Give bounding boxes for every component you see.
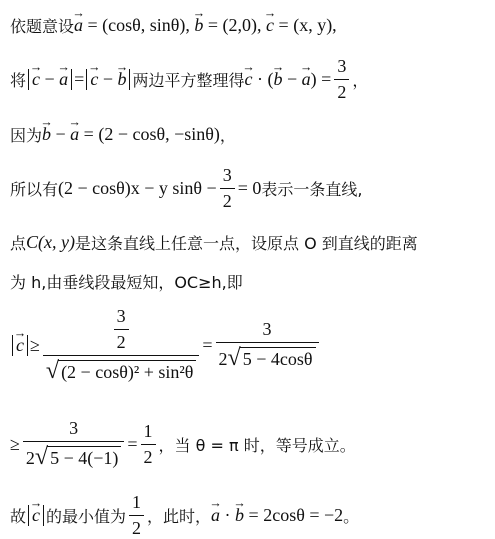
- vector-b: → b: [117, 69, 126, 90]
- vector-c: → c: [266, 15, 274, 36]
- fraction-denominator: 2: [129, 515, 144, 539]
- coefficient: 2: [218, 349, 228, 369]
- distance-fraction: [43, 306, 200, 385]
- radicand: 5 − 4cosθ: [240, 347, 316, 369]
- fraction-denominator: [216, 342, 319, 372]
- punctuation: ，: [352, 71, 369, 90]
- greater-equal-sign: ≥: [30, 335, 40, 355]
- abs-c: [12, 335, 28, 356]
- vector-c: → c: [16, 335, 24, 356]
- inner-fraction: [114, 306, 129, 353]
- vector-a: → a: [59, 69, 68, 90]
- vector-c: → c: [32, 69, 40, 90]
- dot-product-result: = 2cosθ = −2: [244, 505, 344, 525]
- fraction-numerator: 3: [222, 165, 232, 185]
- fraction-denominator: 2: [141, 444, 156, 468]
- fraction-three-halves: [220, 165, 235, 212]
- line-2-prefix: 将: [10, 71, 27, 90]
- fraction-numerator: 3: [69, 418, 79, 438]
- line-3-prefix: 因为: [10, 126, 43, 145]
- b-minus-a-expression: = (2 − cosθ, −sinθ): [79, 124, 220, 144]
- dot-operator: ·: [220, 505, 236, 525]
- vector-a: → a: [70, 124, 79, 145]
- line-4-prefix: 所以有: [10, 180, 59, 199]
- abs-c-minus-b: [86, 69, 130, 90]
- close-and-equals: ) =: [310, 69, 332, 89]
- vector-a: → a: [74, 15, 83, 36]
- abs-c-minus-a: [28, 69, 72, 90]
- line-equation: (2 − cosθ)x − y sinθ −: [58, 178, 217, 198]
- line-5-text: 是这条直线上任意一点，设原点 O 到直线的距离: [75, 234, 418, 253]
- fraction-denominator: 2: [220, 188, 235, 212]
- equals-sign: =: [74, 69, 85, 89]
- sqrt-icon: √: [227, 345, 241, 371]
- line-5: [10, 231, 418, 254]
- vector-b: → b: [42, 124, 51, 145]
- line-9-text-2: ，此时，: [147, 507, 212, 526]
- line-7: [10, 306, 322, 385]
- fraction-denominator: [23, 441, 124, 471]
- equals-sign: =: [202, 335, 213, 355]
- vector-b: → b: [194, 15, 203, 36]
- point-c: C(x, y): [26, 232, 75, 252]
- b-expression: = (2,0),: [203, 15, 267, 35]
- line-3: [10, 123, 236, 146]
- sqrt-icon: √: [34, 444, 49, 470]
- radicand: 5 − 4(−1): [47, 446, 121, 468]
- fraction-three-halves: [334, 56, 349, 103]
- minus-sign: −: [282, 69, 302, 89]
- vector-a: → a: [211, 505, 220, 526]
- fraction-numerator: 3: [337, 56, 347, 76]
- c-expression: = (x, y),: [274, 15, 337, 35]
- line-6-text: 为 h,由垂线段最短知，OC≥h,即: [10, 273, 243, 292]
- line-2: [10, 56, 368, 103]
- equals-zero: = 0: [237, 178, 262, 198]
- line-9-prefix: 故: [10, 507, 27, 526]
- fraction-denominator: 2: [114, 329, 129, 353]
- sqrt-icon: √: [45, 358, 60, 384]
- radicand: (2 − cosθ)² + sin²θ: [58, 360, 196, 382]
- minus-sign: −: [51, 124, 71, 144]
- distance-numerator: [108, 306, 135, 355]
- punctuation: 。: [343, 507, 360, 526]
- line-6: [10, 270, 243, 293]
- vector-c: → c: [90, 69, 98, 90]
- fraction-numerator: 3: [116, 306, 126, 326]
- fraction-numerator: 1: [143, 421, 153, 441]
- fraction-numerator: 1: [132, 492, 142, 512]
- line-1-prefix: 依题意设: [10, 17, 75, 36]
- simplified-fraction: [216, 319, 319, 372]
- fraction-numerator: 3: [262, 319, 272, 339]
- a-expression: = (cosθ, sinθ),: [83, 15, 195, 35]
- vector-b: → b: [274, 69, 283, 90]
- vector-c: → c: [32, 505, 40, 526]
- distance-denominator: [43, 355, 200, 385]
- fraction-one-half: [129, 492, 144, 539]
- vector-c: → c: [245, 69, 253, 90]
- vector-b: → b: [235, 505, 244, 526]
- line-9-text: 的最小值为: [46, 507, 127, 526]
- fraction-one-half: [141, 421, 156, 468]
- punctuation: ，: [219, 126, 236, 145]
- vector-a: → a: [302, 69, 311, 90]
- greater-equal-sign: ≥: [10, 434, 20, 454]
- fraction-denominator: 2: [334, 79, 349, 103]
- line-5-prefix: 点: [10, 234, 27, 253]
- line-4-text: 表示一条直线,: [261, 180, 363, 199]
- line-8-text: ，当 θ = π 时，等号成立。: [158, 436, 356, 455]
- dot-operator: · (: [252, 69, 274, 89]
- line-2-text: 两边平方整理得: [132, 71, 245, 90]
- line-9: [10, 492, 359, 539]
- minus-sign: −: [40, 69, 60, 89]
- coefficient: 2: [25, 448, 35, 468]
- line-4: [10, 165, 362, 212]
- minus-sign: −: [98, 69, 118, 89]
- min-fraction: [23, 418, 124, 471]
- line-8: [10, 418, 356, 471]
- equals-sign: =: [127, 434, 138, 454]
- abs-c: [28, 505, 44, 526]
- line-1: [10, 14, 337, 37]
